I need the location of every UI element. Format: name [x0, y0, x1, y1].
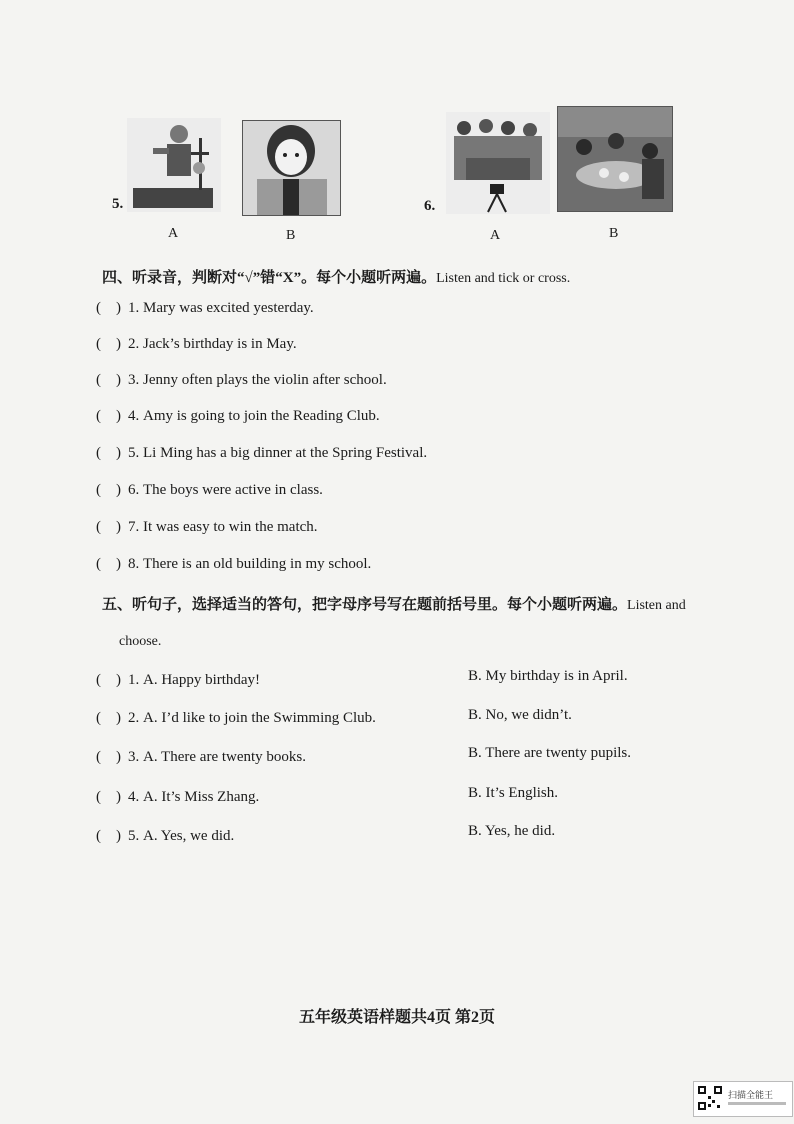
picture-question-number-6: 6.	[424, 198, 436, 214]
item-number: 1.	[128, 300, 140, 316]
section5-item-5-option-b: B. Yes, he did.	[468, 823, 556, 839]
answer-paren-open[interactable]: (	[96, 789, 101, 805]
item-text: Li Ming has a big dinner at the Spring Festival.	[143, 445, 428, 461]
section4-title-cn: 四、听录音，判断对“√”错“X”。每个小题听两遍。	[102, 270, 437, 286]
picture-6b-label: B	[609, 226, 619, 241]
section4-item-5	[96, 445, 427, 462]
answer-paren-open[interactable]: (	[96, 828, 101, 844]
scientist-illustration	[127, 118, 221, 212]
answer-paren-close: )	[116, 556, 121, 572]
item-number: 1.	[128, 672, 140, 688]
item-text: Jenny often plays the violin after school.	[143, 372, 387, 388]
section4-item-2	[96, 336, 297, 353]
dinner-table-illustration	[558, 107, 672, 211]
answer-paren-open[interactable]: (	[96, 672, 101, 688]
section5-item-2-option-b: B. No, we didn’t.	[468, 707, 572, 723]
item-number: 7.	[128, 519, 140, 535]
picture-5b-girl	[242, 120, 341, 216]
picture-5b-label: B	[286, 228, 296, 243]
option-a: A. Yes, we did.	[143, 828, 235, 844]
section4-item-4	[96, 408, 380, 425]
option-a: A. There are twenty books.	[143, 749, 307, 765]
item-text: There is an old building in my school.	[143, 556, 372, 572]
picture-6b-dinner-table	[557, 106, 673, 212]
answer-paren-open[interactable]: (	[96, 372, 101, 388]
item-text: Mary was excited yesterday.	[143, 300, 314, 316]
answer-paren-close: )	[116, 710, 121, 726]
section5-item-3-option-b: B. There are twenty pupils.	[468, 745, 632, 761]
picture-question-number-5: 5.	[112, 196, 124, 212]
answer-paren-close: )	[116, 300, 121, 316]
section4-item-1	[96, 300, 314, 317]
answer-paren-close: )	[116, 482, 121, 498]
qr-code-icon	[697, 1085, 723, 1111]
section5-item-3	[96, 749, 306, 766]
item-number: 4.	[128, 789, 140, 805]
picture-6a-label: A	[490, 228, 501, 243]
answer-paren-close: )	[116, 749, 121, 765]
option-a: A. It’s Miss Zhang.	[143, 789, 260, 805]
scanner-watermark	[693, 1081, 793, 1117]
item-number: 5.	[128, 828, 140, 844]
section5-item-1	[96, 672, 260, 689]
item-number: 3.	[128, 372, 140, 388]
section4-item-3	[96, 372, 387, 389]
option-a: A. Happy birthday!	[143, 672, 261, 688]
girl-illustration	[243, 121, 340, 215]
answer-paren-close: )	[116, 519, 121, 535]
answer-paren-close: )	[116, 408, 121, 424]
section5-item-5	[96, 828, 234, 845]
item-text: The boys were active in class.	[143, 482, 323, 498]
scanner-app-name: 扫描全能王	[728, 1091, 774, 1101]
section4-title	[102, 266, 570, 287]
section5-item-4-option-b: B. It’s English.	[468, 785, 559, 801]
item-text: It was easy to win the match.	[143, 519, 318, 535]
item-number: 8.	[128, 556, 140, 572]
section4-item-7	[96, 519, 318, 536]
answer-paren-open[interactable]: (	[96, 482, 101, 498]
page-footer: 五年级英语样题共4页 第2页	[298, 1009, 495, 1026]
picture-5a-scientist	[127, 118, 221, 212]
answer-paren-open[interactable]: (	[96, 710, 101, 726]
item-number: 5.	[128, 445, 140, 461]
section5-item-4	[96, 789, 259, 806]
answer-paren-open[interactable]: (	[96, 336, 101, 352]
section4-item-6	[96, 482, 323, 499]
picture-6a-family-photo	[446, 112, 550, 214]
section5-item-2	[96, 710, 376, 727]
scanner-subtext-bar	[728, 1102, 786, 1105]
item-text: Amy is going to join the Reading Club.	[143, 408, 380, 424]
answer-paren-open[interactable]: (	[96, 519, 101, 535]
item-number: 2.	[128, 710, 140, 726]
answer-paren-open[interactable]: (	[96, 749, 101, 765]
section5-title-en: Listen and	[627, 598, 686, 613]
answer-paren-open[interactable]: (	[96, 445, 101, 461]
family-photo-illustration	[446, 112, 550, 214]
section4-title-en: Listen and tick or cross.	[436, 271, 571, 286]
answer-paren-close: )	[116, 445, 121, 461]
section4-item-8	[96, 556, 371, 573]
answer-paren-open[interactable]: (	[96, 300, 101, 316]
item-number: 3.	[128, 749, 140, 765]
section5-title-cn: 五、听句子，选择适当的答句，把字母序号写在题前括号里。每个小题听两遍。	[102, 597, 628, 613]
item-number: 2.	[128, 336, 140, 352]
section5-title	[102, 593, 686, 614]
answer-paren-close: )	[116, 672, 121, 688]
item-text: Jack’s birthday is in May.	[143, 336, 297, 352]
answer-paren-close: )	[116, 789, 121, 805]
picture-5a-label: A	[168, 226, 179, 241]
option-a: A. I’d like to join the Swimming Club.	[143, 710, 376, 726]
answer-paren-open[interactable]: (	[96, 556, 101, 572]
item-number: 4.	[128, 408, 140, 424]
answer-paren-close: )	[116, 828, 121, 844]
section5-item-1-option-b: B. My birthday is in April.	[468, 668, 628, 684]
answer-paren-close: )	[116, 336, 121, 352]
answer-paren-open[interactable]: (	[96, 408, 101, 424]
item-number: 6.	[128, 482, 140, 498]
answer-paren-close: )	[116, 372, 121, 388]
section5-title-continued: choose.	[119, 634, 162, 649]
